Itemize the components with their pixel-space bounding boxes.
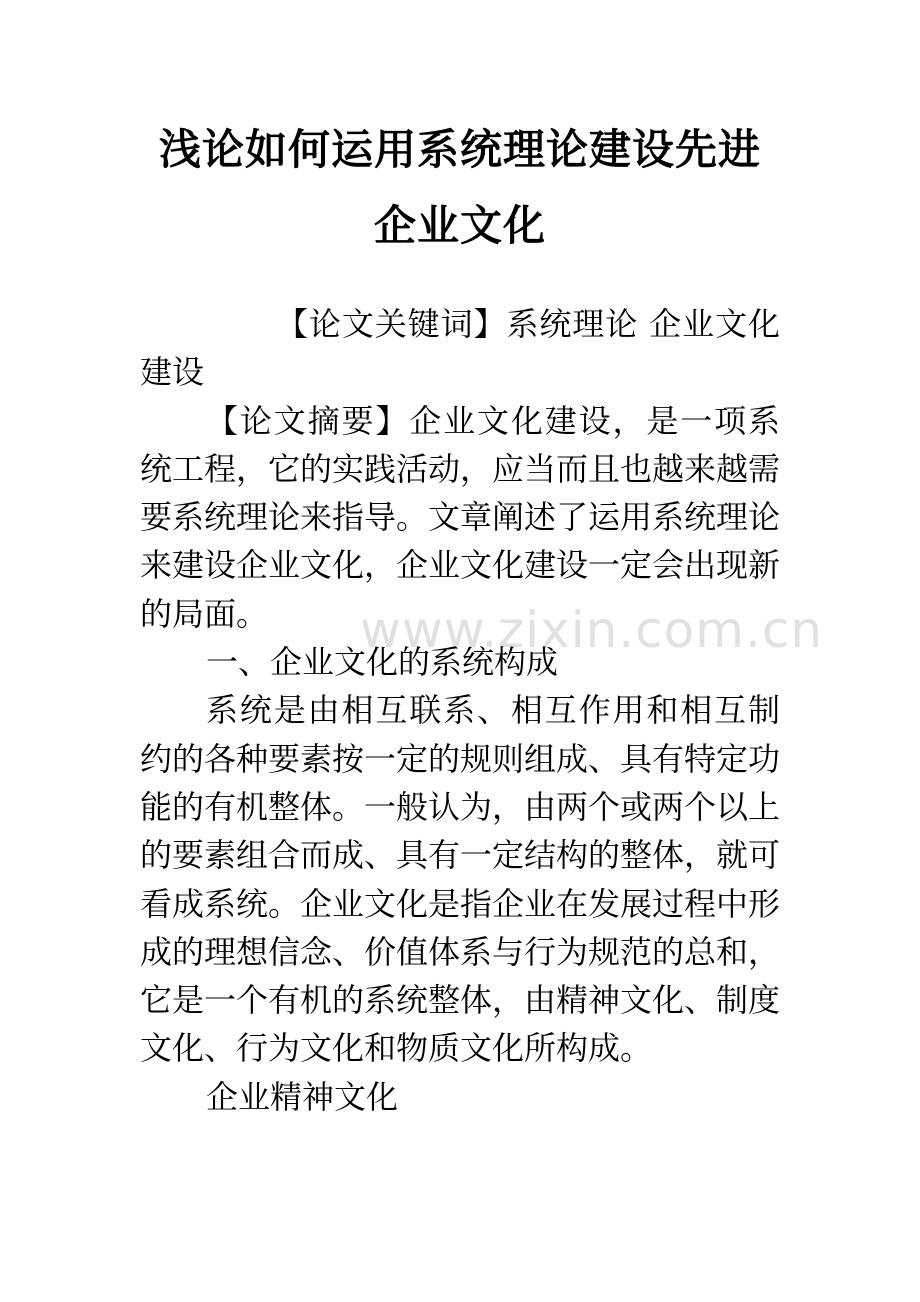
abstract-paragraph <box>140 397 780 638</box>
subheading: 企业精神文化 <box>206 1077 399 1116</box>
keywords-text: 系统理论 企业文化建设 <box>140 305 780 392</box>
abstract-text: 企业文化建设，是一项系统工程，它的实践活动，应当而且也越来越需要系统理论来指导。文章阐述了运用系统理论来建设企业文化，企业文化建设一定会出现新的局面。 <box>140 401 781 633</box>
keywords-paragraph <box>140 300 780 397</box>
keywords-label: 【论文关键词】 <box>276 305 507 343</box>
abstract-label: 【论文摘要】 <box>206 401 410 440</box>
body-paragraph: 系统是由相互联系、相互作用和相互制约的各种要素按一定的规则组成、具有特定功能的有机整体。一般认为，由两个或两个以上的要素组合而成、具有一定结构的整体，就可看成系统。企业文化是指企业在发展过程中形成的理想信念、价值体系与行为规范的总和，它是一个有机的系统整体，由精神文化、制度文化、行为文化和物质文化所构成。 <box>140 691 781 1068</box>
section-heading: 一、企业文化的系统构成 <box>206 643 559 682</box>
document-body <box>140 300 780 1121</box>
document-title: 浅论如何运用系统理论建设先进企业文化 <box>158 125 761 250</box>
watermark: www.zixin.com.cn <box>360 601 824 659</box>
